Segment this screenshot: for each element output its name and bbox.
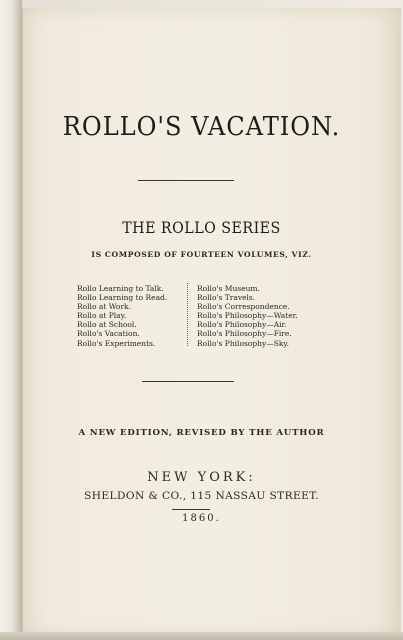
volume-item: Rollo's Philosophy—Air. bbox=[197, 320, 287, 330]
volume-item: Rollo's Museum. bbox=[197, 284, 260, 293]
section-rule bbox=[142, 381, 234, 382]
volume-list-left bbox=[77, 284, 167, 348]
volume-item: Rollo's Vacation. bbox=[77, 329, 140, 339]
volume-item: Rollo's Philosophy—Fire. bbox=[197, 329, 292, 339]
book-bottom-edge bbox=[0, 632, 403, 640]
volume-item: Rollo's Philosophy—Water. bbox=[197, 311, 298, 321]
imprint-place: NEW YORK: bbox=[147, 470, 256, 485]
volume-item: Rollo's Travels. bbox=[197, 293, 256, 303]
imprint-publisher: SHELDON & CO., 115 NASSAU STREET. bbox=[84, 490, 319, 502]
imprint-rule bbox=[172, 509, 210, 510]
volume-list-right bbox=[197, 284, 298, 348]
volume-item: Rollo's Correspondence. bbox=[197, 302, 290, 312]
book-title: ROLLO'S VACATION. bbox=[62, 112, 341, 142]
title-rule bbox=[138, 180, 234, 181]
book-spine-edge bbox=[0, 0, 22, 640]
series-subheading: IS COMPOSED OF FOURTEEN VOLUMES, VIZ. bbox=[91, 250, 312, 259]
volume-item: Rollo Learning to Read. bbox=[77, 293, 168, 303]
volume-item: Rollo at Work. bbox=[77, 302, 131, 312]
volume-item: Rollo's Experiments. bbox=[77, 338, 156, 348]
volume-item: Rollo at Play. bbox=[77, 311, 127, 321]
imprint-year: 1860. bbox=[182, 513, 221, 524]
volume-item: Rollo's Philosophy—Sky. bbox=[197, 338, 289, 348]
volume-list-divider bbox=[187, 283, 192, 346]
volume-item: Rollo at School. bbox=[77, 320, 137, 330]
series-heading: THE ROLLO SERIES bbox=[122, 219, 281, 237]
edition-note: A NEW EDITION, REVISED BY THE AUTHOR bbox=[78, 428, 325, 438]
volume-item: Rollo Learning to Talk. bbox=[77, 284, 164, 293]
